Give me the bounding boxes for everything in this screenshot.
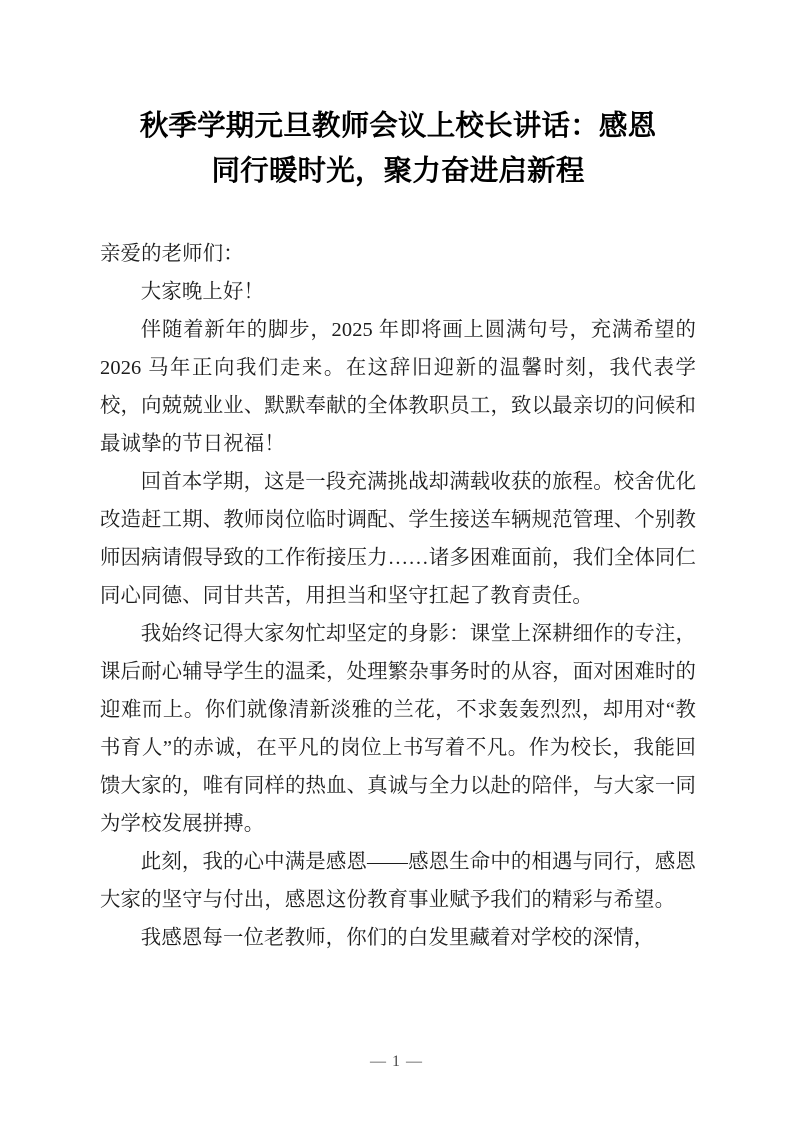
paragraph-senior-teachers: 我感恩每一位老教师，你们的白发里藏着对学校的深情， bbox=[140, 927, 655, 949]
paragraph-remember-efforts: 我始终记得大家匆忙却坚定的身影：课堂上深耕细作的专注，课后耐心辅导学生的温柔，处理繁杂事务时的从容，面对困难时的迎难而上。你们就像清新淡雅的兰花，不求轰轰烈烈，却用对“教书育人”的赤诚，在平凡的岗位上书写着不凡。作为校长，我能回馈大家的，唯有同样的热血、真诚与全力以赴的陪伴，与大家一同为学校发展拼搏。 bbox=[100, 623, 696, 835]
paragraph-new-year: 伴随着新年的脚步，2025 年即将画上圆满句号，充满希望的 2026 马年正向我们走来。在这辞旧迎新的温馨时刻，我代表学校，向兢兢业业、默默奉献的全体教职员工，致以最亲切的问候和最诚挚的节日祝福！ bbox=[100, 319, 696, 455]
title-line-1: 秋季学期元旦教师会议上校长讲话：感恩 bbox=[139, 110, 657, 142]
paragraph-review-semester: 回首本学期，这是一段充满挑战却满载收获的旅程。校舍优化改造赶工期、教师岗位临时调配、学生接送车辆规范管理、个别教师因病请假导致的工作衔接压力……诸多困难面前，我们全体同仁同心同德、同甘共苦，用担当和坚守扛起了教育责任。 bbox=[100, 471, 696, 607]
paragraph-greeting: 大家晚上好！ bbox=[140, 281, 265, 303]
salutation: 亲爱的老师们： bbox=[100, 243, 244, 265]
page-number-footer: — 1 — bbox=[370, 1053, 423, 1070]
paragraph-gratitude: 此刻，我的心中满是感恩——感恩生命中的相遇与同行，感恩大家的坚守与付出，感恩这份教育事业赋予我们的精彩与希望。 bbox=[100, 851, 696, 911]
page-title bbox=[100, 0, 696, 194]
document-body bbox=[100, 0, 696, 957]
title-line-2: 同行暖时光，聚力奋进启新程 bbox=[211, 155, 585, 187]
